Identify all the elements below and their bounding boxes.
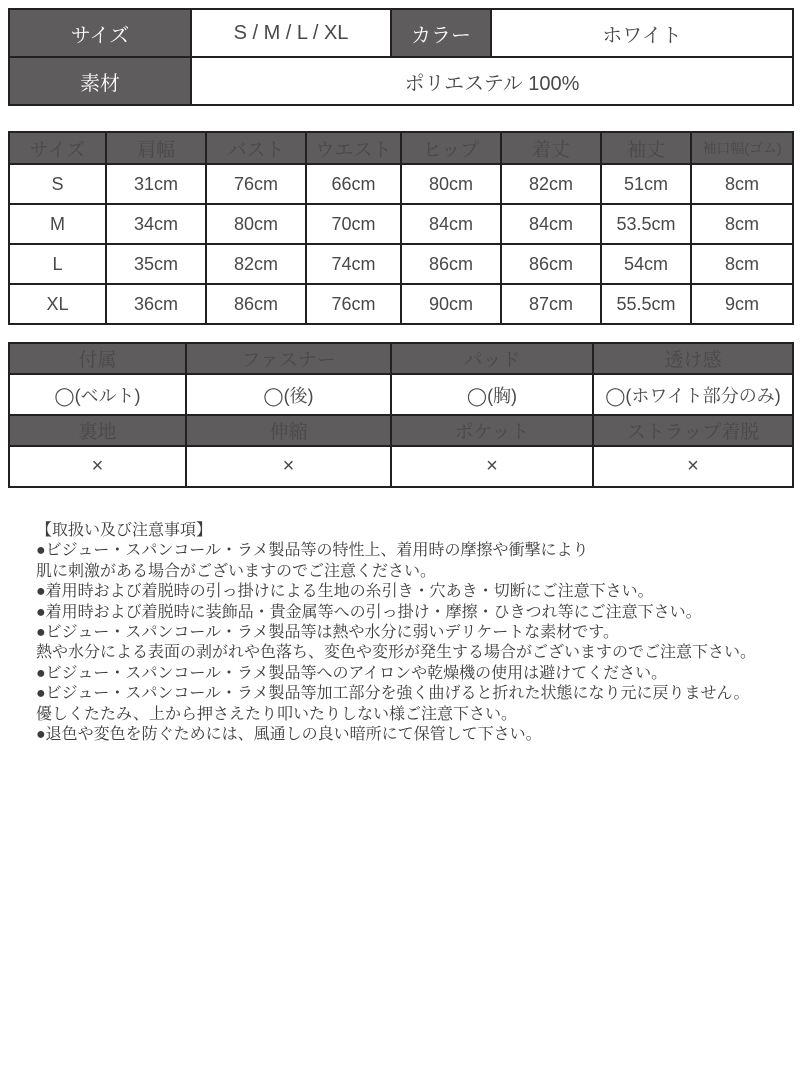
- size-value: S / M / L / XL: [191, 9, 391, 57]
- cell: 51cm: [601, 164, 691, 204]
- cell: 86cm: [401, 244, 501, 284]
- size-chart-header-row: [9, 132, 793, 164]
- value-fastener: ◯(後): [186, 374, 391, 415]
- col-header-shoulder: 肩幅: [106, 132, 206, 164]
- col-header-hip: ヒップ: [401, 132, 501, 164]
- cell: 90cm: [401, 284, 501, 324]
- header-pocket: ポケット: [391, 415, 593, 446]
- features-value-row-1: [9, 374, 793, 415]
- header-stretch: 伸縮: [186, 415, 391, 446]
- note-line: ●退色や変色を防ぐためには、風通しの良い暗所にて保管して下さい。: [36, 726, 542, 744]
- value-sheerness: ◯(ホワイト部分のみ): [593, 374, 793, 415]
- col-header-length: 着丈: [501, 132, 601, 164]
- cell: 8cm: [691, 164, 793, 204]
- cell: 9cm: [691, 284, 793, 324]
- header-fastener: ファスナー: [186, 343, 391, 374]
- value-pocket: ×: [391, 446, 593, 487]
- cell: XL: [9, 284, 106, 324]
- cell: 36cm: [106, 284, 206, 324]
- value-lining: ×: [9, 446, 186, 487]
- cell: 8cm: [691, 204, 793, 244]
- features-value-row-2: [9, 446, 793, 487]
- cell: 84cm: [501, 204, 601, 244]
- note-line: ●ビジュー・スパンコール・ラメ製品等の特性上、着用時の摩擦や衝撃により: [36, 542, 589, 560]
- cell: 76cm: [306, 284, 401, 324]
- note-line: ●ビジュー・スパンコール・ラメ製品等加工部分を強く曲げると折れた状態になり元に戻りません。: [36, 685, 750, 703]
- cell: 66cm: [306, 164, 401, 204]
- color-label: カラー: [391, 9, 491, 57]
- cell: 86cm: [501, 244, 601, 284]
- cell: L: [9, 244, 106, 284]
- col-header-bust: バスト: [206, 132, 306, 164]
- cell: 53.5cm: [601, 204, 691, 244]
- size-row-s: [9, 164, 793, 204]
- value-accessory: ◯(ベルト): [9, 374, 186, 415]
- value-pad: ◯(胸): [391, 374, 593, 415]
- cell: 74cm: [306, 244, 401, 284]
- color-value: ホワイト: [491, 9, 793, 57]
- note-line: 優しくたたみ、上から押さえたり叩いたりしない様ご注意下さい。: [36, 705, 517, 723]
- header-lining: 裏地: [9, 415, 186, 446]
- header-accessory: 付属: [9, 343, 186, 374]
- handling-notes: [36, 521, 794, 745]
- cell: S: [9, 164, 106, 204]
- cell: 8cm: [691, 244, 793, 284]
- size-row-xl: [9, 284, 793, 324]
- size-chart-table: [8, 131, 794, 325]
- cell: 76cm: [206, 164, 306, 204]
- col-header-size: サイズ: [9, 132, 106, 164]
- material-value: ポリエステル 100%: [191, 57, 793, 105]
- value-strap: ×: [593, 446, 793, 487]
- header-sheerness: 透け感: [593, 343, 793, 374]
- cell: 82cm: [501, 164, 601, 204]
- size-label: サイズ: [9, 9, 191, 57]
- note-line: ●ビジュー・スパンコール・ラメ製品等は熱や水分に弱いデリケートな素材です。: [36, 624, 619, 642]
- cell: 34cm: [106, 204, 206, 244]
- cell: 87cm: [501, 284, 601, 324]
- features-header-row-1: [9, 343, 793, 374]
- col-header-sleeve: 袖丈: [601, 132, 691, 164]
- note-line: 熱や水分による表面の剥がれや色落ち、変色や変形が発生する場合がございますのでご注意下さい。: [36, 644, 757, 662]
- note-line: 肌に刺激がある場合がございますのでご注意ください。: [36, 562, 437, 580]
- cell: 86cm: [206, 284, 306, 324]
- notes-title: 【取扱い及び注意事項】: [36, 522, 213, 539]
- note-line: ●ビジュー・スパンコール・ラメ製品等へのアイロンや乾燥機の使用は避けてください。: [36, 664, 668, 682]
- value-stretch: ×: [186, 446, 391, 487]
- cell: 55.5cm: [601, 284, 691, 324]
- col-header-waist: ウエスト: [306, 132, 401, 164]
- size-row-m: [9, 204, 793, 244]
- size-row-l: [9, 244, 793, 284]
- cell: 35cm: [106, 244, 206, 284]
- cell: 70cm: [306, 204, 401, 244]
- features-table: [8, 342, 794, 488]
- header-pad: パッド: [391, 343, 593, 374]
- cell: M: [9, 204, 106, 244]
- cell: 31cm: [106, 164, 206, 204]
- cell: 80cm: [206, 204, 306, 244]
- features-header-row-2: [9, 415, 793, 446]
- cell: 54cm: [601, 244, 691, 284]
- material-label: 素材: [9, 57, 191, 105]
- note-line: ●着用時および着脱時に装飾品・貴金属等への引っ掛け・摩擦・ひきつれ等にご注意下さい。: [36, 603, 702, 621]
- col-header-cuff: 袖口幅(ゴム): [691, 132, 793, 164]
- cell: 84cm: [401, 204, 501, 244]
- cell: 82cm: [206, 244, 306, 284]
- spec-table: [8, 8, 794, 106]
- header-strap: ストラップ着脱: [593, 415, 793, 446]
- cell: 80cm: [401, 164, 501, 204]
- note-line: ●着用時および着脱時の引っ掛けによる生地の糸引き・穴あき・切断にご注意下さい。: [36, 583, 654, 601]
